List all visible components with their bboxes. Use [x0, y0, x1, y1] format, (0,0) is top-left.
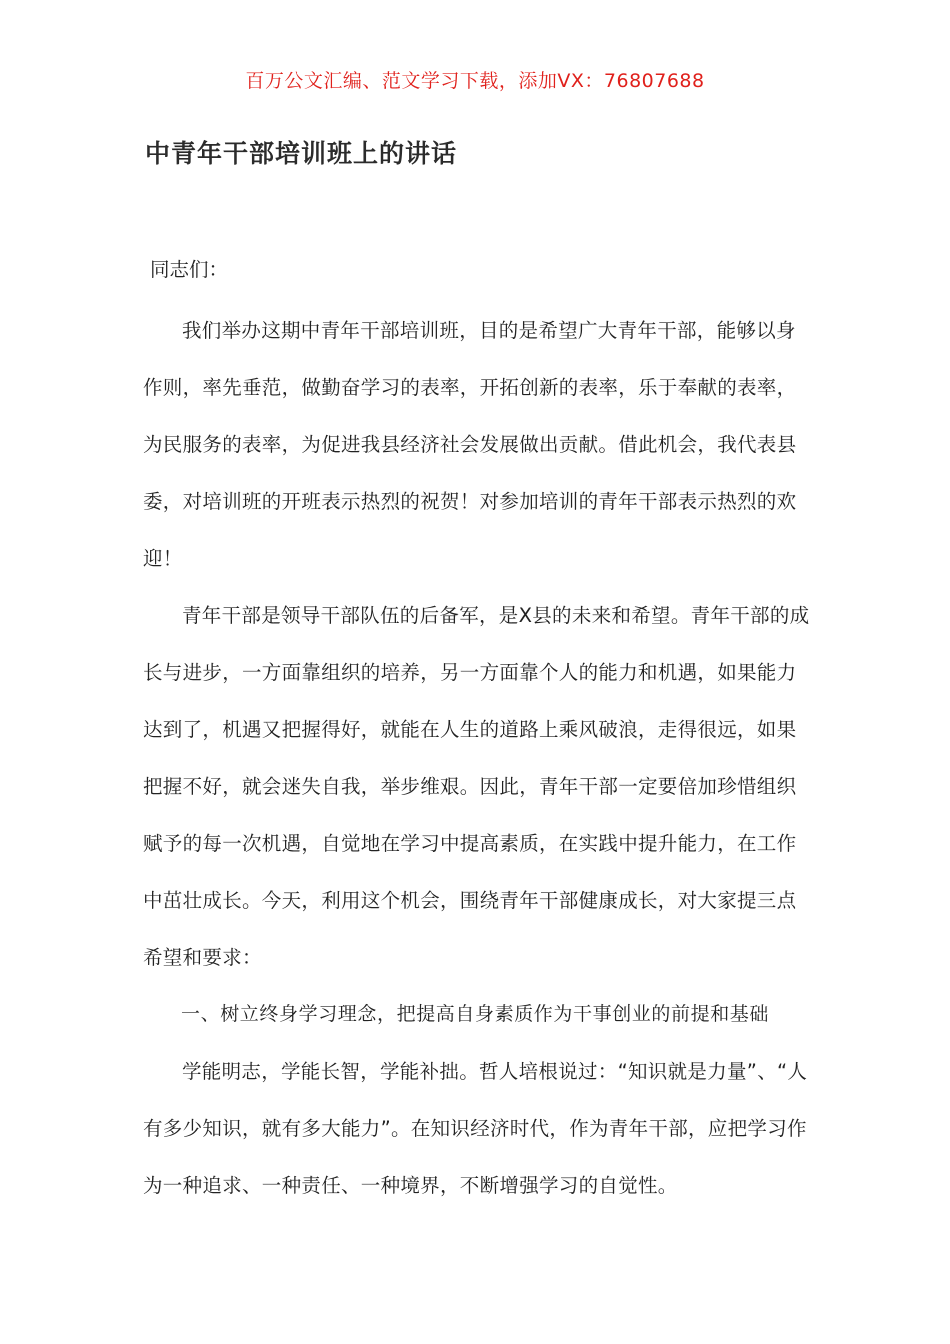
document-title: 中青年干部培训班上的讲话	[145, 139, 458, 168]
paragraph-learning: 学能明志，学能长智，学能补拙。哲人培根说过：“知识就是力量”、“人有多少知识，就有多大能力”。在知识经济时代，作为青年干部，应把学习作为一种追求、一种责任、一种境界，不断增强学习的自觉性。	[143, 1060, 808, 1197]
paragraph-young-cadres: 青年干部是领导干部队伍的后备军，是X县的未来和希望。青年干部的成长与进步，一方面靠组织的培养，另一方面靠个人的能力和机遇，如果能力达到了，机遇又把握得好，就能在人生的道路上乘风破浪，走得很远，如果把握不好，就会迷失自我，举步维艰。因此，青年干部一定要倍加珍惜组织赋予的每一次机遇，自觉地在学习中提高素质，在实践中提升能力，在工作中茁壮成长。今天，利用这个机会，围绕青年干部健康成长，对大家提三点希望和要求：	[143, 604, 810, 969]
watermark-header: 百万公文汇编、范文学习下载，添加VX：76807688	[245, 70, 705, 92]
salutation: 同志们：	[150, 258, 229, 281]
document-body	[143, 302, 811, 1214]
paragraph-opening: 我们举办这期中青年干部培训班，目的是希望广大青年干部，能够以身作则，率先垂范，做勤奋学习的表率，开拓创新的表率，乐于奉献的表率，为民服务的表率，为促进我县经济社会发展做出贡献。借此机会，我代表县委，对培训班的开班表示热烈的祝贺！对参加培训的青年干部表示热烈的欢迎！	[143, 319, 797, 570]
section-heading-one: 一、树立终身学习理念，把提高自身素质作为干事创业的前提和基础	[181, 1003, 770, 1025]
